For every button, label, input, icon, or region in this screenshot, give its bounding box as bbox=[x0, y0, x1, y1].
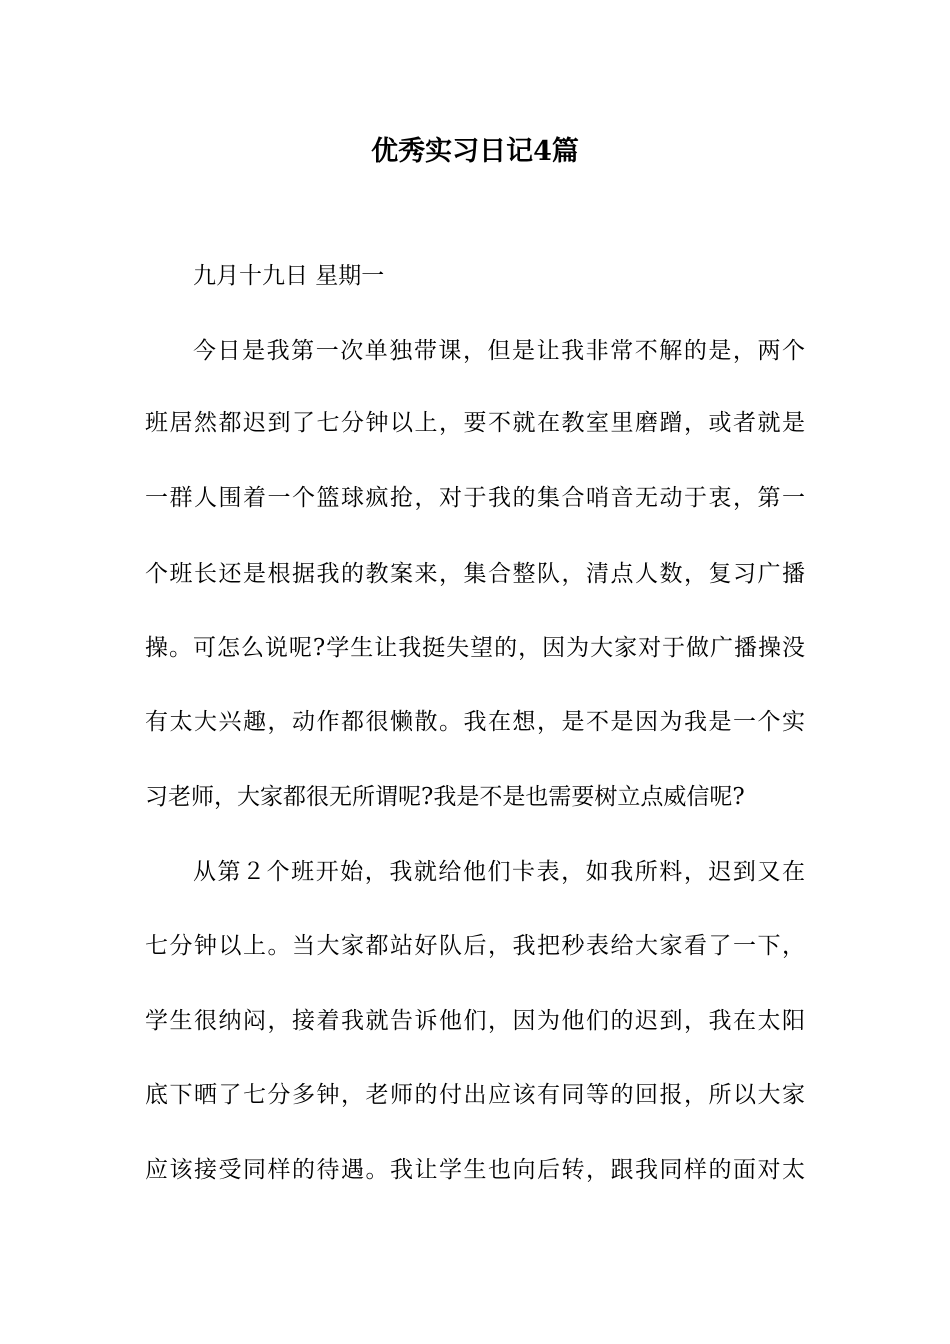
paragraph-2-line-4: 底下晒了七分多钟，老师的付出应该有同等的回报，所以大家 bbox=[145, 1082, 805, 1108]
paragraph-2-line-3: 学生很纳闷，接着我就告诉他们，因为他们的迟到，我在太阳 bbox=[145, 1008, 805, 1034]
paragraph-2-line-5: 应该接受同样的待遇。我让学生也向后转，跟我同样的面对太 bbox=[145, 1157, 805, 1183]
document-title: 优秀实习日记4篇 bbox=[371, 136, 579, 167]
paragraph-2-line-2: 七分钟以上。当大家都站好队后，我把秒表给大家看了一下， bbox=[145, 933, 805, 959]
paragraph-1-line-2: 班居然都迟到了七分钟以上，要不就在教室里磨蹭，或者就是 bbox=[145, 410, 805, 436]
date-line: 九月十九日 星期一 bbox=[193, 263, 385, 289]
paragraph-2-line-1: 从第２个班开始，我就给他们卡表，如我所料，迟到又在 bbox=[193, 859, 805, 885]
paragraph-1-line-3: 一群人围着一个篮球疯抢，对于我的集合哨音无动于衷，第一 bbox=[145, 485, 805, 511]
paragraph-1-line-5: 操。可怎么说呢?学生让我挺失望的，因为大家对于做广播操没 bbox=[145, 635, 805, 661]
paragraph-1-line-7: 习老师，大家都很无所谓呢?我是不是也需要树立点威信呢? bbox=[145, 784, 745, 810]
paragraph-1-line-1: 今日是我第一次单独带课，但是让我非常不解的是，两个 bbox=[193, 338, 805, 364]
paragraph-1-line-4: 个班长还是根据我的教案来，集合整队，清点人数，复习广播 bbox=[145, 561, 805, 587]
paragraph-1-line-6: 有太大兴趣，动作都很懒散。我在想，是不是因为我是一个实 bbox=[145, 709, 805, 735]
